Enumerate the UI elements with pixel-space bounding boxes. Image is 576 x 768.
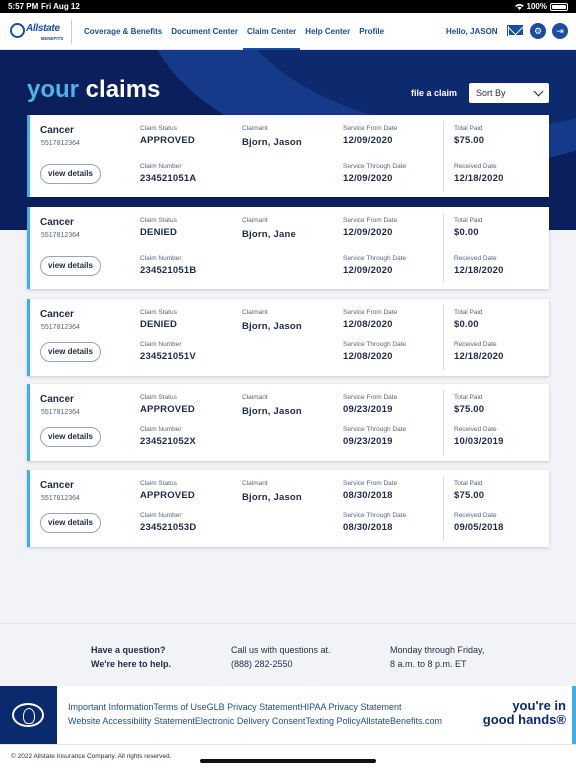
service-through-value: 09/23/2019 [343,436,393,447]
brand-sub: BENEFITS [41,36,64,41]
claimant-value: Bjorn, Jason [242,137,302,148]
claim-number-value: 234521051A [140,173,197,184]
service-from-label: Service From Date [343,217,398,224]
claim-number-value: 234521052X [140,436,196,447]
status-time: 5:57 PM [8,2,39,11]
sort-by-select[interactable] [469,83,549,103]
copyright-text: © 2022 Allstate Insurance Company. All rights reserved. [11,753,172,760]
received-date-label: Received Date [454,341,497,348]
footer-link-hipaa-privacy[interactable]: HIPAA Privacy Statement [300,702,402,712]
footer-link-electronic-delivery[interactable]: Electronic Delivery Consent [194,716,306,726]
copyright-bar [0,744,576,768]
claimant-value: Bjorn, Jason [242,321,302,332]
claim-status-value: APPROVED [140,135,195,146]
footer [0,686,576,744]
claim-card [27,299,549,376]
received-date-value: 12/18/2020 [454,265,504,276]
user-greeting: Hello, JASON [446,27,498,36]
service-through-label: Service Through Date [343,255,407,262]
footer-logo [0,686,57,744]
footer-link-terms[interactable]: Terms of Use [153,702,207,712]
sort-by-label: Sort By [476,88,506,98]
service-from-label: Service From Date [343,394,398,401]
claim-number-value: 234521051V [140,351,196,362]
service-through-label: Service Through Date [343,341,407,348]
claim-status-value: APPROVED [140,490,195,501]
card-divider [443,121,444,191]
nav-help-center[interactable]: Help Center [305,27,351,36]
claim-type: Cancer [40,217,74,228]
service-through-label: Service Through Date [343,512,407,519]
claimant-value: Bjorn, Jason [242,406,302,417]
claim-number-label: Claim Number [140,512,182,519]
claimant-label: Claimant [242,217,268,224]
logout-icon[interactable]: ⇥ [552,23,568,39]
received-date-value: 09/05/2018 [454,522,504,533]
service-through-label: Service Through Date [343,163,407,170]
total-paid-value: $0.00 [454,319,479,330]
card-divider [443,305,444,370]
service-through-value: 08/30/2018 [343,522,393,533]
help-section [0,623,576,686]
main-nav [84,13,393,50]
tagline: you're in good hands® [482,698,566,727]
file-claim-link[interactable]: file a claim [411,88,458,98]
brand-name: Allstate [26,23,60,34]
footer-links-row-1 [68,702,401,712]
total-paid-value: $75.00 [454,135,485,146]
claim-number-label: Claim Number [140,341,182,348]
claim-card [27,470,549,547]
wifi-icon [515,3,524,10]
claim-status-label: Claim Status [140,394,177,401]
view-details-button[interactable]: view details [40,256,101,276]
claim-card [27,384,549,461]
card-divider [443,213,444,283]
home-indicator[interactable] [200,759,376,763]
policy-number: 5517812364 [41,140,80,147]
claim-type: Cancer [40,394,74,405]
view-details-button[interactable]: view details [40,427,101,447]
received-date-label: Received Date [454,163,497,170]
claim-status-label: Claim Status [140,217,177,224]
hands-logo-icon [10,23,25,38]
claim-status-value: DENIED [140,319,178,330]
claim-status-label: Claim Status [140,125,177,132]
policy-number: 5517812364 [41,232,80,239]
claim-number-label: Claim Number [140,255,182,262]
status-right [515,2,568,11]
help-hours: Monday through Friday, 8 a.m. to 8 p.m. ET [390,645,485,669]
claim-status-label: Claim Status [140,309,177,316]
claim-number-label: Claim Number [140,163,182,170]
allstate-logo[interactable] [10,20,66,44]
total-paid-label: Total Paid [454,480,483,487]
service-through-value: 12/08/2020 [343,351,393,362]
footer-link-texting-policy[interactable]: Texting Policy [305,716,361,726]
footer-link-allstatebenefits[interactable]: AllstateBenefits.com [360,716,443,726]
received-date-label: Received Date [454,512,497,519]
card-divider [443,390,444,455]
total-paid-label: Total Paid [454,125,483,132]
service-through-value: 12/09/2020 [343,173,393,184]
received-date-label: Received Date [454,255,497,262]
claimant-label: Claimant [242,125,268,132]
claimant-value: Bjorn, Jason [242,492,302,503]
claimant-label: Claimant [242,309,268,316]
service-from-label: Service From Date [343,480,398,487]
battery-icon [550,3,568,11]
settings-gear-icon[interactable]: ⚙ [530,23,546,39]
service-from-value: 09/23/2019 [343,404,393,415]
total-paid-value: $0.00 [454,227,479,238]
claimant-label: Claimant [242,394,268,401]
view-details-button[interactable]: view details [40,513,101,533]
nav-profile[interactable]: Profile [359,27,385,36]
claim-number-value: 234521051B [140,265,197,276]
card-divider [443,476,444,541]
total-paid-label: Total Paid [454,394,483,401]
claim-type: Cancer [40,309,74,320]
logo-divider [71,19,72,44]
claim-status-label: Claim Status [140,480,177,487]
hands-logo-icon [12,703,44,727]
help-phone: Call us with questions at. (888) 282-2550 [231,645,331,669]
claim-card [27,115,549,197]
tagline-accent-bar [572,686,576,744]
received-date-value: 10/03/2019 [454,436,504,447]
claimant-label: Claimant [242,480,268,487]
page-title: your claims [27,76,161,103]
service-from-value: 08/30/2018 [343,490,393,501]
service-from-label: Service From Date [343,125,398,132]
total-paid-label: Total Paid [454,309,483,316]
status-bar [0,0,576,13]
view-details-button[interactable]: view details [40,164,101,184]
total-paid-value: $75.00 [454,490,485,501]
received-date-value: 12/18/2020 [454,351,504,362]
policy-number: 5517812364 [41,495,80,502]
claim-card [27,207,549,289]
mail-icon[interactable] [507,25,523,36]
received-date-label: Received Date [454,426,497,433]
view-details-button[interactable]: view details [40,342,101,362]
phone-number[interactable]: (888) 282-2550 [231,659,293,669]
footer-links-row-2 [68,716,442,726]
footer-link-glb-privacy[interactable]: GLB Privacy Statement [206,702,301,712]
battery-percent: 100% [526,2,547,11]
policy-number: 5517812364 [41,324,80,331]
claim-type: Cancer [40,480,74,491]
service-through-value: 12/09/2020 [343,265,393,276]
help-question: Have a question? We're here to help. [91,645,171,669]
total-paid-label: Total Paid [454,217,483,224]
claim-type: Cancer [40,125,74,136]
service-from-value: 12/08/2020 [343,319,393,330]
total-paid-value: $75.00 [454,404,485,415]
service-from-value: 12/09/2020 [343,135,393,146]
service-from-label: Service From Date [343,309,398,316]
nav-document-center[interactable]: Document Center [171,27,238,36]
policy-number: 5517812364 [41,409,80,416]
claimant-value: Bjorn, Jane [242,229,296,240]
footer-link-important-info[interactable]: Important Information [68,702,154,712]
chevron-down-icon [534,87,544,97]
footer-link-accessibility[interactable]: Website Accessibility Statement [68,716,195,726]
nav-coverage-benefits[interactable]: Coverage & Benefits [84,27,163,36]
claim-number-label: Claim Number [140,426,182,433]
status-date: Fri Aug 12 [41,2,80,11]
service-from-value: 12/09/2020 [343,227,393,238]
received-date-value: 12/18/2020 [454,173,504,184]
claim-status-value: APPROVED [140,404,195,415]
claim-number-value: 234521053D [140,522,197,533]
service-through-label: Service Through Date [343,426,407,433]
claim-status-value: DENIED [140,227,178,238]
top-header [0,13,576,50]
nav-claim-center[interactable]: Claim Center [247,13,296,50]
